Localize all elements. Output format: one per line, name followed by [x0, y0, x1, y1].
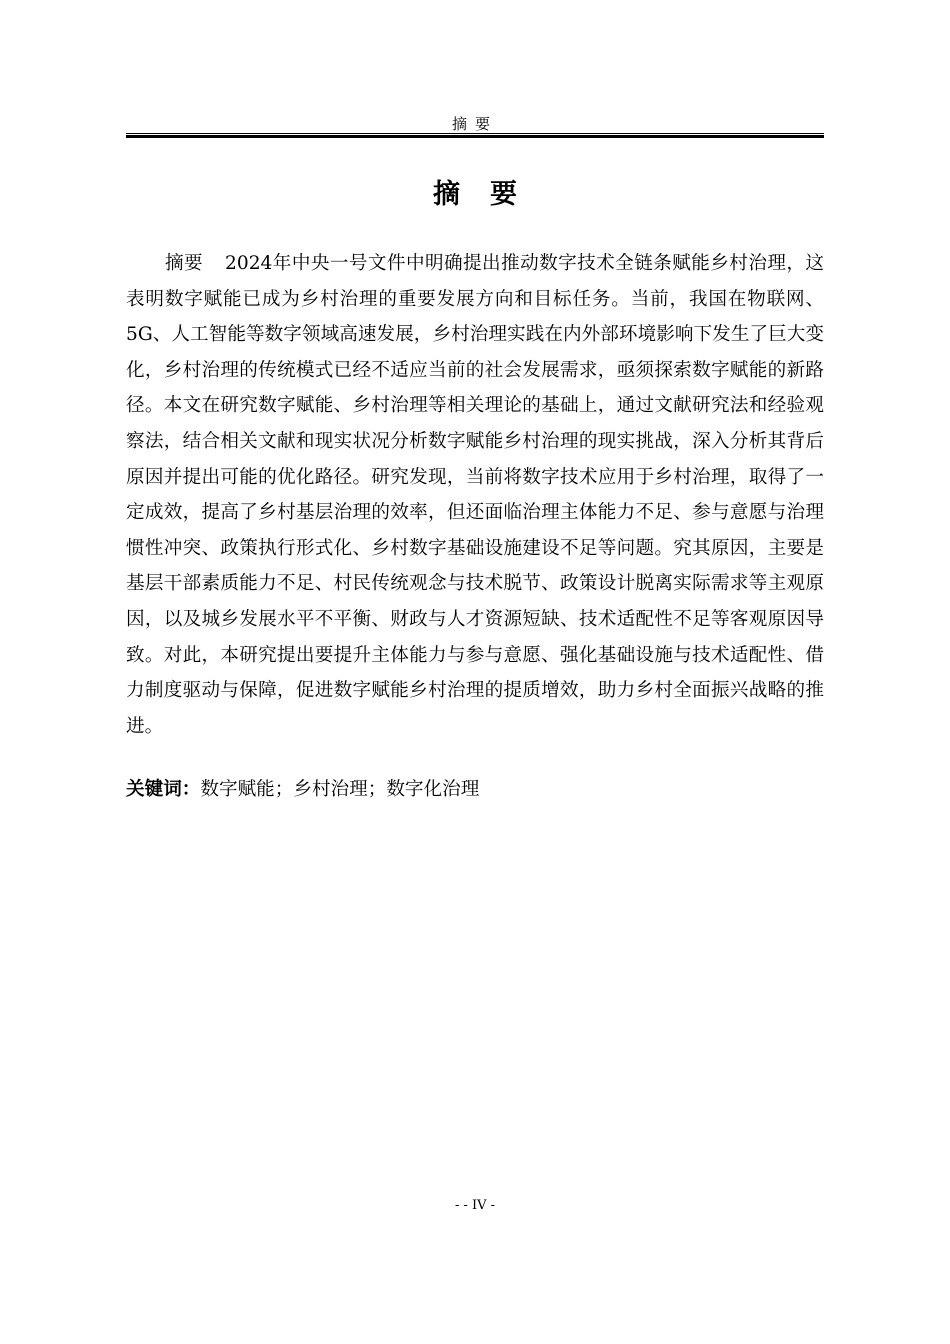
keywords-label: 关键词：: [126, 779, 201, 800]
abstract-label: 摘要: [165, 253, 204, 274]
header-rule: [126, 133, 824, 138]
page-number: - - IV -: [454, 1198, 496, 1213]
abstract-paragraph: [126, 246, 824, 744]
page-title: 摘要: [433, 179, 547, 210]
abstract-text: 2024年中央一号文件中明确提出推动数字技术全链条赋能乡村治理，这表明数字赋能已成为乡村治理的重要发展方向和目标任务。当前，我国在物联网、5G、人工智能等数字领域高速发展，乡村治理实践在内外部环境影响下发生了巨大变化，乡村治理的传统模式已经不适应当前的社会发展需求，亟须探索数字赋能的新路径。本文在研究数字赋能、乡村治理等相关理论的基础上，通过文献研究法和经验观察法，结合相关文献和现实状况分析数字赋能乡村治理的现实挑战，深入分析其背后原因并提出可能的优化路径。研究发现，当前将数字技术应用于乡村治理，取得了一定成效，提高了乡村基层治理的效率，但还面临治理主体能力不足、参与意愿与治理惯性冲突、政策执行形式化、乡村数字基础设施建设不足等问题。究其原因，主要是基层干部素质能力不足、村民传统观念与技术脱节、政策设计脱离实际需求等主观原因，以及城乡发展水平不平衡、财政与人才资源短缺、技术适配性不足等客观原因导致。对此，本研究提出要提升主体能力与参与意愿、强化基础设施与技术适配性、借力制度驱动与保障，促进数字赋能乡村治理的提质增效，助力乡村全面振兴战略的推进。: [126, 253, 824, 737]
keywords-line: [126, 772, 824, 808]
keywords-text: 数字赋能；乡村治理；数字化治理: [200, 779, 480, 800]
running-header: 摘要: [451, 115, 498, 133]
